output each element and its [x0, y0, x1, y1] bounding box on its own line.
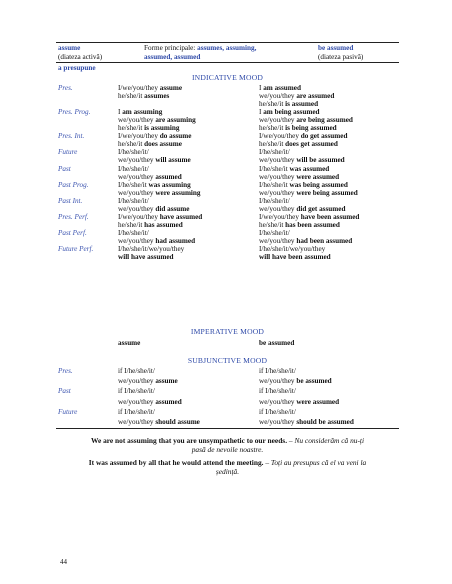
active-form-line	[118, 213, 202, 221]
form-verb: was assumed	[289, 164, 330, 173]
form-verb: am assuming	[122, 108, 163, 117]
form-subject: we/you/they	[118, 204, 156, 213]
tense-label: Past	[58, 387, 71, 396]
imperative-passive: be assumed	[259, 339, 295, 347]
active-form-line	[118, 92, 169, 100]
example-romanian: Toți au presupus că el va veni la	[270, 458, 367, 467]
active-form-line	[118, 253, 174, 261]
table-bottom-rule	[56, 428, 399, 429]
form-verb: does assume	[144, 140, 182, 149]
passive-form-line	[259, 408, 296, 416]
form-verb: should assume	[155, 418, 200, 426]
passive-form-line	[259, 205, 345, 213]
passive-form-line	[259, 213, 359, 221]
tense-label: Future Perf.	[58, 245, 94, 253]
form-subject: we/you/they	[118, 188, 156, 197]
form-verb: are assumed	[296, 92, 335, 101]
form-subject: I/he/she/it/	[259, 148, 290, 157]
form-subject: I/he/she/it/we/you/they	[259, 245, 326, 253]
form-verb: do get assumed	[300, 132, 348, 141]
form-verb: have assumed	[159, 212, 203, 221]
tense-label: Future	[58, 148, 78, 157]
form-subject: I	[259, 108, 264, 117]
form-subject: we/you/they	[259, 172, 297, 181]
example-sentence	[56, 436, 399, 454]
form-verb: am being assumed	[263, 108, 320, 117]
active-form-line	[118, 408, 155, 416]
form-subject: we/you/they	[118, 418, 156, 426]
passive-form-line	[259, 387, 296, 395]
form-subject: I/he/she/it/	[259, 196, 290, 205]
header-rule	[56, 62, 399, 63]
passive-form-line	[259, 132, 347, 140]
passive-form-line	[259, 181, 348, 189]
form-verb: assume	[159, 84, 183, 92]
passive-form-line	[259, 398, 339, 406]
example-english: It was assumed by all that he would attend the meeting.	[88, 458, 264, 467]
example-separator: –	[287, 436, 295, 445]
form-verb: were assuming	[155, 188, 201, 197]
top-rule	[56, 42, 399, 43]
form-subject: we/you/they	[259, 204, 297, 213]
active-form-line	[118, 165, 149, 173]
form-subject: if I/he/she/it/	[118, 407, 155, 416]
subjunctive-mood-heading: SUBJUNCTIVE MOOD	[187, 356, 268, 365]
passive-voice-label: (diateza pasivă)	[318, 53, 364, 61]
form-subject: we/you/they	[259, 397, 297, 406]
tense-label: Pres. Prog.	[58, 108, 91, 117]
form-verb: were assumed	[296, 172, 340, 181]
active-form-line	[118, 132, 191, 140]
tense-label: Past Prog.	[58, 180, 89, 189]
form-subject: we/you/they	[118, 156, 156, 165]
form-subject: we/you/they	[259, 156, 297, 165]
form-verb: is being assumed	[285, 124, 337, 133]
form-subject: I/we/you/they	[118, 84, 160, 92]
active-form-line	[118, 398, 182, 406]
form-subject: he/she/it	[118, 220, 145, 229]
form-verb: was being assumed	[289, 180, 348, 189]
passive-voice-verb: be assumed	[318, 44, 354, 52]
form-verb: has been assumed	[285, 220, 340, 229]
form-verb: do assume	[159, 132, 192, 141]
active-form-line	[118, 367, 155, 375]
passive-form-line	[259, 124, 337, 132]
active-form-line	[118, 205, 189, 213]
form-verb: assumes	[144, 92, 170, 101]
passive-form-line	[259, 100, 318, 108]
form-subject: I	[259, 84, 264, 92]
form-subject: we/you/they	[259, 236, 297, 245]
passive-form-line	[259, 377, 332, 385]
form-subject: we/you/they	[259, 377, 297, 386]
form-subject: I/he/she/it/	[118, 164, 149, 173]
tense-label: Future	[58, 407, 78, 416]
example-romanian-cont: ședință.	[215, 467, 240, 476]
active-form-line	[118, 124, 180, 132]
form-verb: are assuming	[155, 116, 196, 125]
passive-form-line	[259, 156, 345, 164]
active-form-line	[118, 245, 184, 253]
active-form-line	[118, 140, 182, 148]
form-verb: are being assumed	[296, 116, 353, 125]
form-subject: we/you/they	[118, 116, 156, 125]
example-romanian-cont: pasă de nevoile noastre.	[191, 445, 264, 454]
active-form-line	[118, 148, 149, 156]
form-subject: if I/he/she/it/	[259, 407, 296, 416]
passive-form-line	[259, 165, 329, 173]
form-verb: should be assumed	[296, 418, 354, 426]
passive-form-line	[259, 229, 290, 237]
form-subject: he/she/it	[259, 220, 286, 229]
form-verb: had been assumed	[296, 236, 353, 245]
form-verb: assume	[155, 377, 178, 386]
passive-form-line	[259, 148, 290, 156]
principal-forms-prefix: Forme principale:	[144, 44, 198, 52]
form-subject: we/you/they	[118, 397, 156, 406]
form-verb: will be assumed	[296, 156, 345, 165]
form-subject: we/you/they	[259, 188, 297, 197]
tense-label: Past	[58, 164, 71, 173]
form-verb: am assumed	[263, 84, 301, 92]
form-subject: I/he/she/it/	[118, 228, 149, 237]
form-subject: he/she/it	[118, 124, 145, 133]
passive-form-line	[259, 173, 339, 181]
active-voice-label: (diateza activă)	[58, 53, 103, 61]
form-subject: I	[118, 108, 123, 117]
form-subject: if I/he/she/it/	[118, 387, 155, 396]
tense-label: Pres. Perf.	[58, 212, 89, 221]
imperative-mood-heading: IMPERATIVE MOOD	[190, 327, 265, 336]
passive-form-line	[259, 418, 354, 426]
form-subject: if I/he/she/it/	[118, 367, 155, 375]
form-subject: I/he/she/it/	[259, 228, 290, 237]
form-verb: has assumed	[144, 220, 183, 229]
form-subject: I/we/you/they	[118, 132, 160, 141]
active-form-line	[118, 156, 191, 164]
passive-form-line	[259, 245, 325, 253]
form-subject: if I/he/she/it/	[259, 387, 296, 396]
form-verb: will assume	[155, 156, 191, 165]
active-form-line	[118, 173, 182, 181]
passive-form-line	[259, 197, 290, 205]
form-subject: he/she/it	[259, 124, 286, 133]
form-verb: was assuming	[148, 180, 191, 189]
form-subject: I/we/you/they	[259, 212, 301, 221]
tense-label: Pres. Int.	[58, 132, 85, 141]
active-form-line	[118, 181, 191, 189]
tense-label: Pres.	[58, 367, 73, 375]
infinitive-translation: a presupune	[58, 64, 96, 72]
form-verb: were being assumed	[296, 188, 358, 197]
passive-form-line	[259, 253, 331, 261]
form-subject: I/he/she/it/we/you/they	[118, 245, 185, 253]
form-subject: we/you/they	[259, 418, 297, 426]
form-subject: he/she/it	[259, 100, 286, 109]
principal-forms-line2: assumed, assumed	[144, 53, 201, 61]
form-subject: if I/he/she/it/	[259, 367, 296, 375]
passive-form-line	[259, 140, 338, 148]
form-verb: is assuming	[144, 124, 180, 133]
example-english: We are not assuming that you are unsympathetic to our needs.	[90, 436, 288, 445]
passive-form-line	[259, 84, 301, 92]
form-verb: had assumed	[155, 236, 196, 245]
active-form-line	[118, 387, 155, 395]
form-subject: we/you/they	[118, 172, 156, 181]
form-verb: is assumed	[285, 100, 319, 109]
active-voice-verb: assume	[58, 44, 81, 52]
active-form-line	[118, 108, 162, 116]
active-form-line	[118, 84, 182, 92]
page-number: 44	[60, 558, 67, 566]
active-form-line	[118, 237, 195, 245]
example-separator: –	[263, 458, 271, 467]
active-form-line	[118, 189, 201, 197]
active-form-line	[118, 221, 183, 229]
example-romanian: Nu considerăm că nu-ți	[294, 436, 365, 445]
active-form-line	[118, 116, 196, 124]
form-subject: I/he/she/it/	[118, 196, 149, 205]
form-subject: he/she/it	[118, 140, 145, 149]
active-form-line	[118, 229, 149, 237]
form-subject: we/you/they	[259, 92, 297, 101]
form-verb: have been assumed	[300, 212, 360, 221]
passive-form-line	[259, 189, 358, 197]
indicative-mood-heading: INDICATIVE MOOD	[191, 73, 264, 82]
form-verb: will have been assumed	[259, 253, 331, 262]
form-verb: will have assumed	[118, 253, 174, 262]
form-subject: I/we/you/they	[259, 132, 301, 141]
form-verb: did get assumed	[296, 204, 346, 213]
form-subject: I/he/she/it	[259, 164, 290, 173]
passive-form-line	[259, 221, 340, 229]
form-verb: does get assumed	[285, 140, 338, 149]
active-form-line	[118, 197, 149, 205]
form-subject: he/she/it	[259, 140, 286, 149]
form-subject: I/we/you/they	[118, 212, 160, 221]
example-sentence	[56, 458, 399, 476]
passive-form-line	[259, 116, 353, 124]
form-verb: assumed	[155, 397, 182, 406]
principal-forms-list: assumes, assuming,	[197, 44, 257, 52]
passive-form-line	[259, 92, 334, 100]
tense-label: Past Int.	[58, 196, 83, 205]
passive-form-line	[259, 237, 352, 245]
tense-label: Past Perf.	[58, 228, 87, 237]
principal-forms	[144, 44, 256, 52]
form-subject: we/you/they	[259, 116, 297, 125]
form-subject: I/he/she/it	[118, 180, 149, 189]
form-verb: be assumed	[296, 377, 332, 386]
tense-label: Pres.	[58, 84, 73, 92]
form-subject: we/you/they	[118, 236, 156, 245]
form-subject: I/he/she/it/	[118, 148, 149, 157]
active-form-line	[118, 418, 200, 426]
form-subject: I/he/she/it	[259, 180, 290, 189]
passive-form-line	[259, 367, 296, 375]
passive-form-line	[259, 108, 320, 116]
form-verb: were assumed	[296, 397, 340, 406]
form-verb: did assume	[155, 204, 190, 213]
active-form-line	[118, 377, 178, 385]
form-verb: assumed	[155, 172, 182, 181]
form-subject: we/you/they	[118, 377, 156, 386]
imperative-active: assume	[118, 339, 141, 347]
form-subject: he/she/it	[118, 92, 145, 101]
